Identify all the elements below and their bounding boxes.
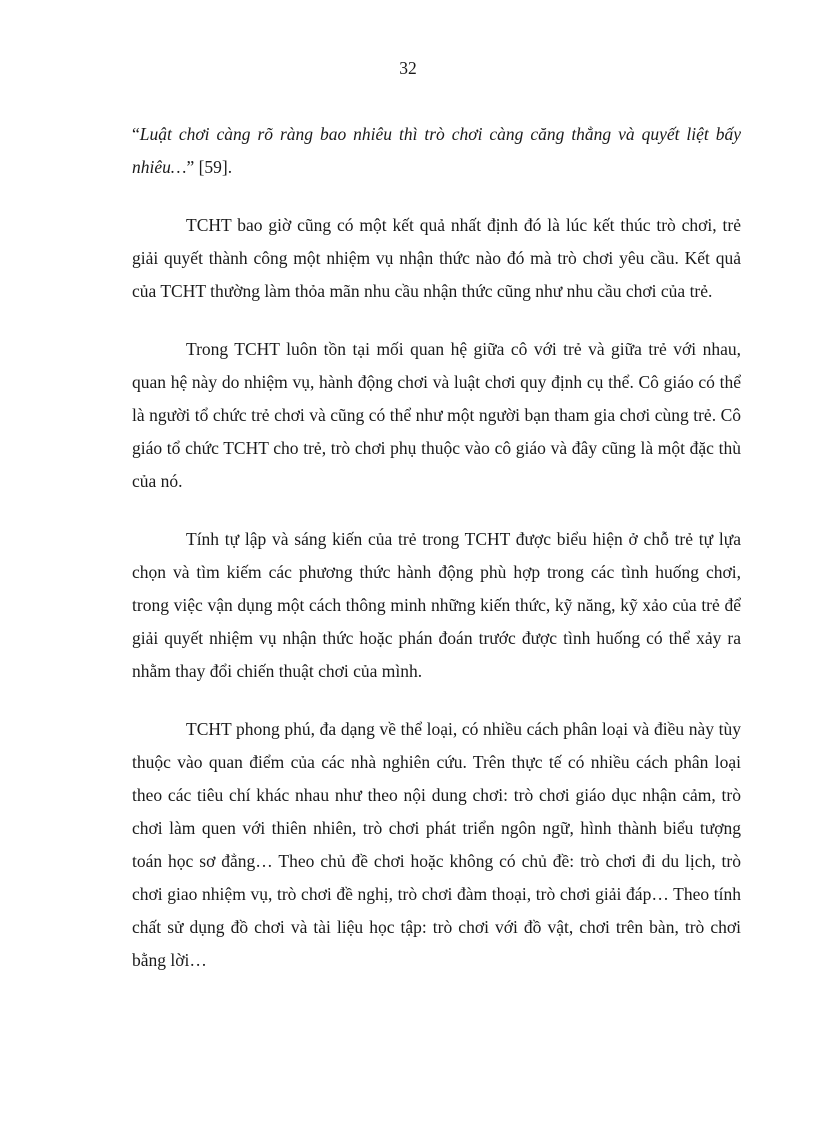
quote-paragraph <box>132 118 741 184</box>
page-number: 32 <box>399 58 417 78</box>
paragraph-classification: TCHT phong phú, đa dạng về thể loại, có nhiều cách phân loại và điều này tùy thuộc vào quan điểm của các nhà nghiên cứu. Trên thực tế có nhiều cách phân loại theo các tiêu chí khác nhau như theo nội dung chơi: trò chơi giáo dục nhận cảm, trò chơi làm quen với thiên nhiên, trò chơi phát triển ngôn ngữ, hình thành biểu tượng toán học sơ đẳng… Theo chủ đề chơi hoặc không có chủ đề: trò chơi đi du lịch, trò chơi giao nhiệm vụ, trò chơi đề nghị, trò chơi đàm thoại, trò chơi giải đáp… Theo tính chất sử dụng đồ chơi và tài liệu học tập: trò chơi với đồ vật, chơi trên bàn, trò chơi bằng lời… <box>132 719 741 970</box>
document-body <box>132 118 741 1002</box>
quote-text: Luật chơi càng rõ ràng bao nhiêu thì trò chơi càng căng thẳng và quyết liệt bấy nhiêu… <box>132 124 741 177</box>
paragraph-relationship: Trong TCHT luôn tồn tại mối quan hệ giữa cô với trẻ và giữa trẻ với nhau, quan hệ này do nhiệm vụ, hành động chơi và luật chơi quy định cụ thể. Cô giáo có thể là người tổ chức trẻ chơi và cũng có thể như một người bạn tham gia chơi cùng trẻ. Cô giáo tổ chức TCHT cho trẻ, trò chơi phụ thuộc vào cô giáo và đây cũng là một đặc thù của nó. <box>132 339 741 491</box>
paragraph-result: TCHT bao giờ cũng có một kết quả nhất định đó là lúc kết thúc trò chơi, trẻ giải quyết thành công một nhiệm vụ nhận thức nào đó mà trò chơi yêu cầu. Kết quả của TCHT thường làm thỏa mãn nhu cầu nhận thức cũng như nhu cầu chơi của trẻ. <box>132 215 741 301</box>
quote-open-mark: “ <box>132 124 140 144</box>
paragraph-independence: Tính tự lập và sáng kiến của trẻ trong TCHT được biểu hiện ở chỗ trẻ tự lựa chọn và tìm kiếm các phương thức hành động phù hợp trong các tình huống chơi, trong việc vận dụng một cách thông minh những kiến thức, kỹ năng, kỹ xảo của trẻ để giải quyết nhiệm vụ nhận thức hoặc phán đoán trước được tình huống có thể xảy ra nhằm thay đổi chiến thuật chơi của mình. <box>132 529 741 681</box>
quote-citation: ” [59]. <box>186 157 233 177</box>
